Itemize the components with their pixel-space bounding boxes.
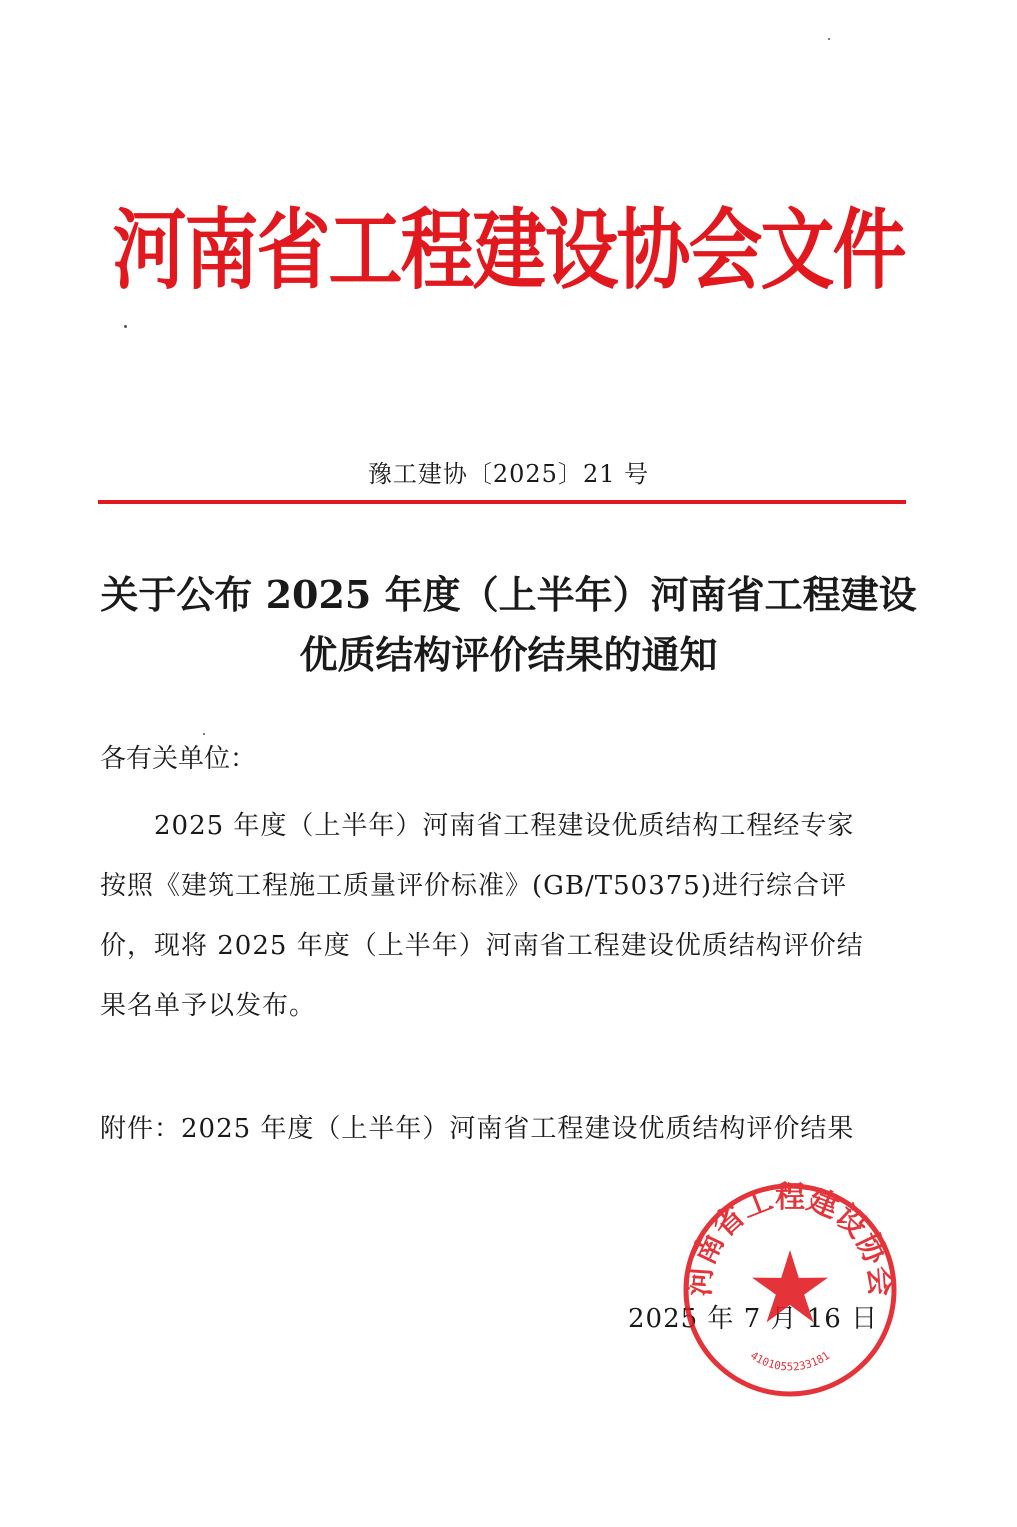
scan-speck bbox=[124, 325, 127, 328]
body-paragraph bbox=[100, 796, 910, 1036]
body-line: 果名单予以发布。 bbox=[100, 991, 317, 1021]
seal-ring-text: 河南省工程建设协会 bbox=[682, 1180, 898, 1298]
issue-date: 2025 年 7 月 16 日 bbox=[628, 1304, 879, 1334]
red-divider-line bbox=[98, 500, 906, 504]
document-number: 豫工建协〔2025〕21 号 bbox=[367, 460, 650, 488]
salutation: 各有关单位： bbox=[100, 744, 257, 774]
seal-graphic bbox=[680, 1180, 900, 1400]
body-line: 按照《建筑工程施工质量评价标准》(GB/T50375)进行综合评 bbox=[100, 871, 847, 901]
notice-title-line-2: 优质结构评价结果的通知 bbox=[299, 632, 718, 677]
scan-speck bbox=[203, 733, 205, 735]
official-seal bbox=[680, 1180, 900, 1400]
letterhead-title: 河南省工程建设协会文件 bbox=[112, 200, 905, 302]
seal-star-icon bbox=[752, 1250, 828, 1322]
body-line: 2025 年度（上半年）河南省工程建设优质结构工程经专家 bbox=[100, 811, 855, 841]
attachment-note: 附件：2025 年度（上半年）河南省工程建设优质结构评价结果 bbox=[100, 1114, 855, 1144]
body-line: 价，现将 2025 年度（上半年）河南省工程建设优质结构评价结 bbox=[100, 931, 864, 961]
scan-speck bbox=[828, 38, 830, 40]
seal-code: 4101055233181 bbox=[747, 1348, 833, 1374]
notice-title bbox=[80, 565, 937, 685]
notice-title-line-1: 关于公布 2025 年度（上半年）河南省工程建设 bbox=[100, 572, 917, 617]
